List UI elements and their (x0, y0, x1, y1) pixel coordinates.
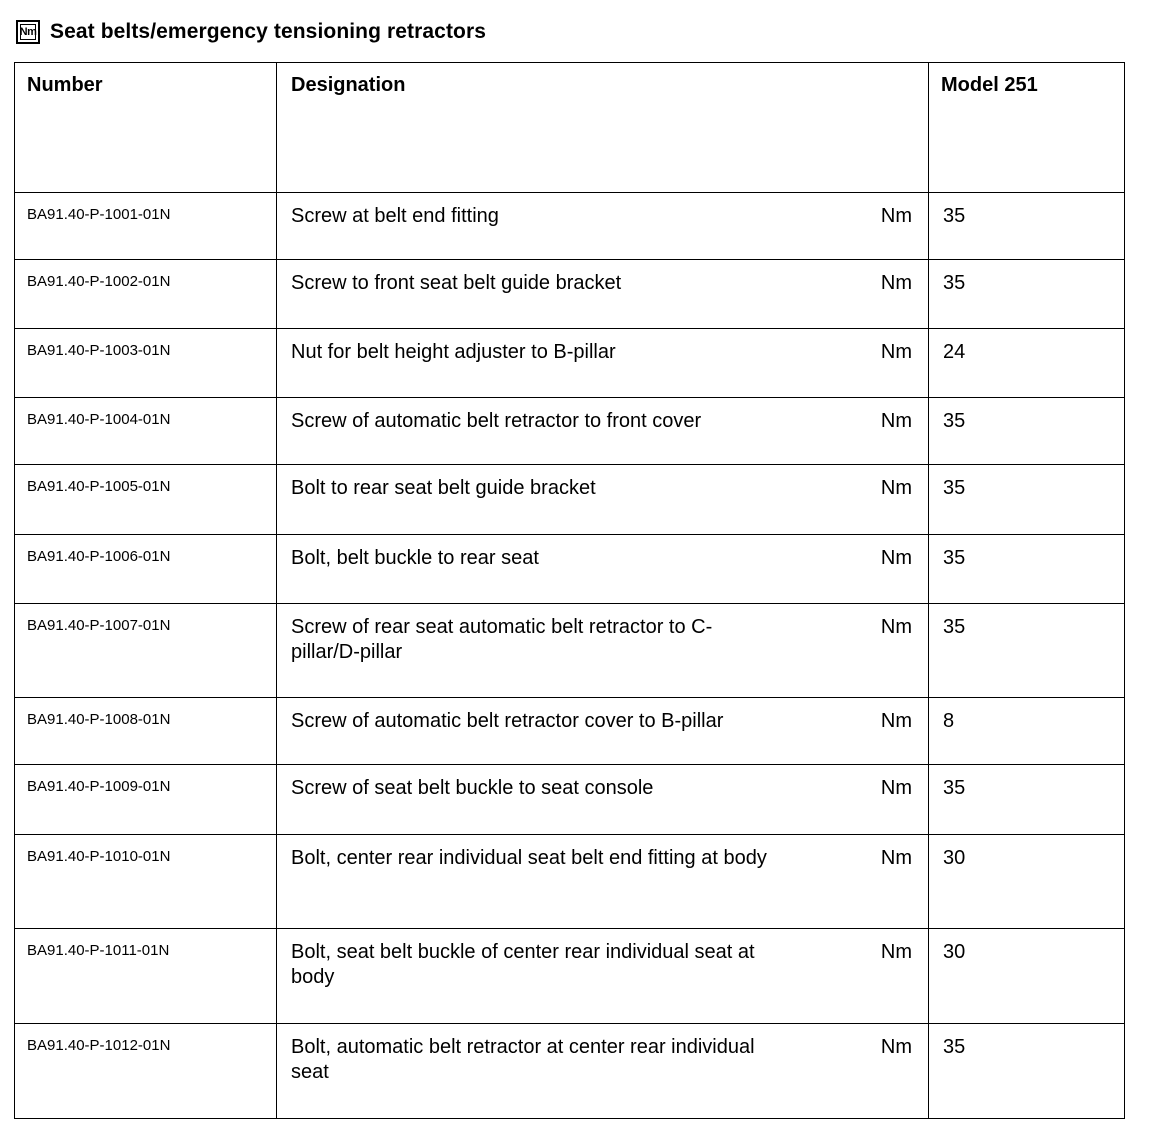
row-designation: Bolt, belt buckle to rear seat (291, 547, 539, 569)
row-unit: Nm (880, 205, 912, 227)
table-row (15, 698, 1125, 765)
row-unit: Nm (880, 710, 912, 732)
row-designation: Bolt, automatic belt retractor at center rear individual seat (291, 1036, 755, 1083)
row-designation-cell (277, 929, 929, 1024)
row-model-value: 35 (929, 465, 1125, 535)
row-number: BA91.40-P-1009-01N (15, 765, 277, 835)
row-designation-cell (277, 765, 929, 835)
row-designation-cell (277, 398, 929, 465)
row-designation: Screw of seat belt buckle to seat console (291, 777, 654, 799)
row-model-value: 35 (929, 193, 1125, 260)
row-designation-cell (277, 698, 929, 765)
row-number: BA91.40-P-1006-01N (15, 535, 277, 604)
torque-nm-icon (16, 20, 40, 44)
row-model-value: 24 (929, 329, 1125, 398)
page-heading (16, 17, 486, 47)
row-designation: Screw of rear seat automatic belt retractor to C-pillar/D-pillar (291, 616, 713, 663)
column-header-number: Number (15, 63, 277, 193)
row-number: BA91.40-P-1005-01N (15, 465, 277, 535)
table-row (15, 765, 1125, 835)
row-model-value: 8 (929, 698, 1125, 765)
row-designation-cell (277, 193, 929, 260)
table-row (15, 398, 1125, 465)
row-designation: Bolt, seat belt buckle of center rear individual seat at body (291, 941, 755, 988)
row-designation: Screw of automatic belt retractor cover to B-pillar (291, 710, 724, 732)
row-unit: Nm (880, 941, 912, 963)
table-row (15, 535, 1125, 604)
row-number: BA91.40-P-1002-01N (15, 260, 277, 329)
row-designation-cell (277, 535, 929, 604)
torque-spec-table (14, 62, 1125, 1119)
table-row (15, 193, 1125, 260)
row-designation: Nut for belt height adjuster to B-pillar (291, 341, 616, 363)
row-designation: Screw of automatic belt retractor to front cover (291, 410, 702, 432)
row-unit: Nm (880, 272, 912, 294)
row-designation: Screw at belt end fitting (291, 205, 499, 227)
row-designation-cell (277, 465, 929, 535)
page-title: Seat belts/emergency tensioning retractors (50, 20, 487, 43)
row-designation-cell (277, 604, 929, 698)
row-model-value: 30 (929, 929, 1125, 1024)
table-row (15, 604, 1125, 698)
row-model-value: 35 (929, 535, 1125, 604)
table-row (15, 1024, 1125, 1119)
torque-icon-label: Nm (19, 26, 37, 38)
table-row (15, 929, 1125, 1024)
row-number: BA91.40-P-1008-01N (15, 698, 277, 765)
row-unit: Nm (880, 477, 912, 499)
column-header-designation: Designation (277, 63, 929, 193)
row-designation-cell (277, 835, 929, 929)
row-model-value: 35 (929, 260, 1125, 329)
row-unit: Nm (880, 1036, 912, 1058)
row-number: BA91.40-P-1010-01N (15, 835, 277, 929)
row-unit: Nm (880, 410, 912, 432)
row-unit: Nm (880, 547, 912, 569)
row-number: BA91.40-P-1012-01N (15, 1024, 277, 1119)
row-number: BA91.40-P-1003-01N (15, 329, 277, 398)
row-model-value: 35 (929, 604, 1125, 698)
row-unit: Nm (880, 341, 912, 363)
row-model-value: 35 (929, 765, 1125, 835)
table-row (15, 835, 1125, 929)
row-designation-cell (277, 329, 929, 398)
row-designation: Bolt to rear seat belt guide bracket (291, 477, 596, 499)
table-row (15, 465, 1125, 535)
row-model-value: 35 (929, 398, 1125, 465)
table-row (15, 329, 1125, 398)
row-designation: Bolt, center rear individual seat belt end fitting at body (291, 847, 767, 869)
table-row (15, 260, 1125, 329)
row-designation-cell (277, 260, 929, 329)
row-designation: Screw to front seat belt guide bracket (291, 272, 622, 294)
row-unit: Nm (880, 847, 912, 869)
row-unit: Nm (880, 616, 912, 638)
column-header-model: Model 251 (929, 63, 1125, 193)
row-number: BA91.40-P-1007-01N (15, 604, 277, 698)
row-number: BA91.40-P-1001-01N (15, 193, 277, 260)
row-number: BA91.40-P-1011-01N (15, 929, 277, 1024)
table-header-row (15, 63, 1125, 193)
row-model-value: 30 (929, 835, 1125, 929)
row-unit: Nm (880, 777, 912, 799)
row-designation-cell (277, 1024, 929, 1119)
row-model-value: 35 (929, 1024, 1125, 1119)
row-number: BA91.40-P-1004-01N (15, 398, 277, 465)
